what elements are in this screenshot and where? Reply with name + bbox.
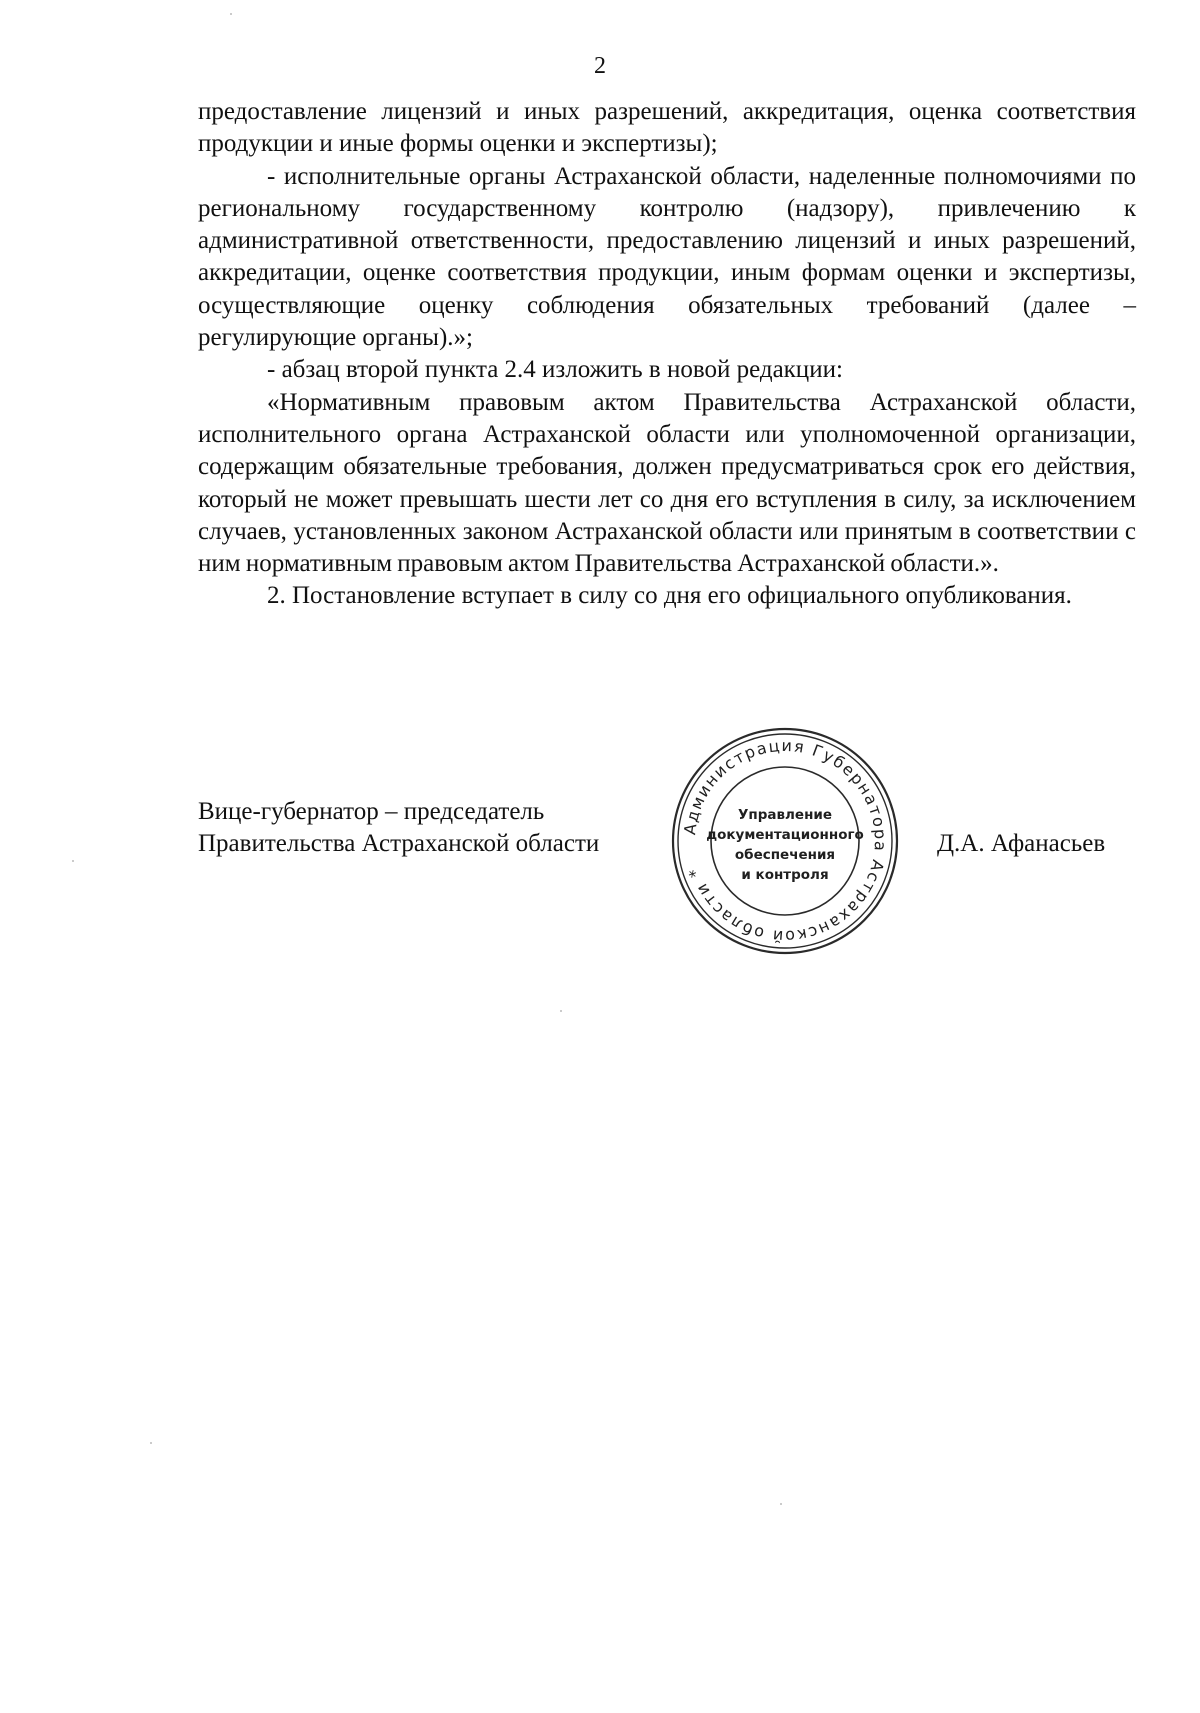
seal-center-line-2: документационного — [706, 827, 864, 843]
paragraph-entry-into-force: 2. Постановление вступает в силу со дня его официального опубликования. — [267, 582, 1072, 610]
official-seal — [669, 725, 901, 957]
paragraph-continuation: предоставление лицензий и иных разрешений, аккредитация, оценка соответствия продукции и иные формы оценки и экспертизы); — [198, 98, 1136, 158]
seal-center-line-4: и контроля — [741, 867, 829, 883]
seal-center-line-3: обеспечения — [734, 847, 836, 863]
signatory-position — [198, 796, 599, 860]
paragraph-amendment-intro: - абзац второй пункта 2.4 изложить в новой редакции: — [267, 356, 843, 384]
scan-speck — [230, 13, 232, 15]
scan-speck — [560, 1010, 562, 1012]
scan-speck — [72, 860, 74, 862]
signatory-position-line-2: Правительства Астраханской области — [198, 830, 600, 857]
scan-speck — [150, 1442, 152, 1444]
paragraph-amendment-text: «Нормативным правовым актом Правительства Астраханской области, исполнительного органа Астраханской области или уполномоченной организации, содержащим обязательные требования, должен предусматриваться срок его действия, который не может превышать шести лет со дня его вступления в силу, за исключением случаев, установленных законом Астраханской области или принятым в соответствии с ним нормативным правовым актом Правительства Астраханской области.». — [198, 388, 1136, 578]
document-body — [198, 96, 1136, 613]
scan-speck — [780, 1503, 782, 1505]
seal-ring-text-path: Администрация Губернатора Астраханской области * — [680, 735, 891, 947]
page-number: 2 — [594, 53, 606, 79]
seal-center-line-1: Управление — [737, 807, 833, 823]
paragraph-regulatory-bodies: - исполнительные органы Астраханской области, наделенные полномочиями по региональному государственному контролю (надзору), привлечению к административной ответственности, предоставлению лицензий и иных разрешений, аккредитации, оценке соответствия продукции, иным формам оценки и экспертизы, осуществляющие оценку соблюдения обязательных требований (далее – регулирующие органы).»; — [198, 162, 1136, 352]
signatory-name: Д.А. Афанасьев — [937, 830, 1106, 857]
signatory-position-line-1: Вице-губернатор – председатель — [198, 798, 545, 825]
